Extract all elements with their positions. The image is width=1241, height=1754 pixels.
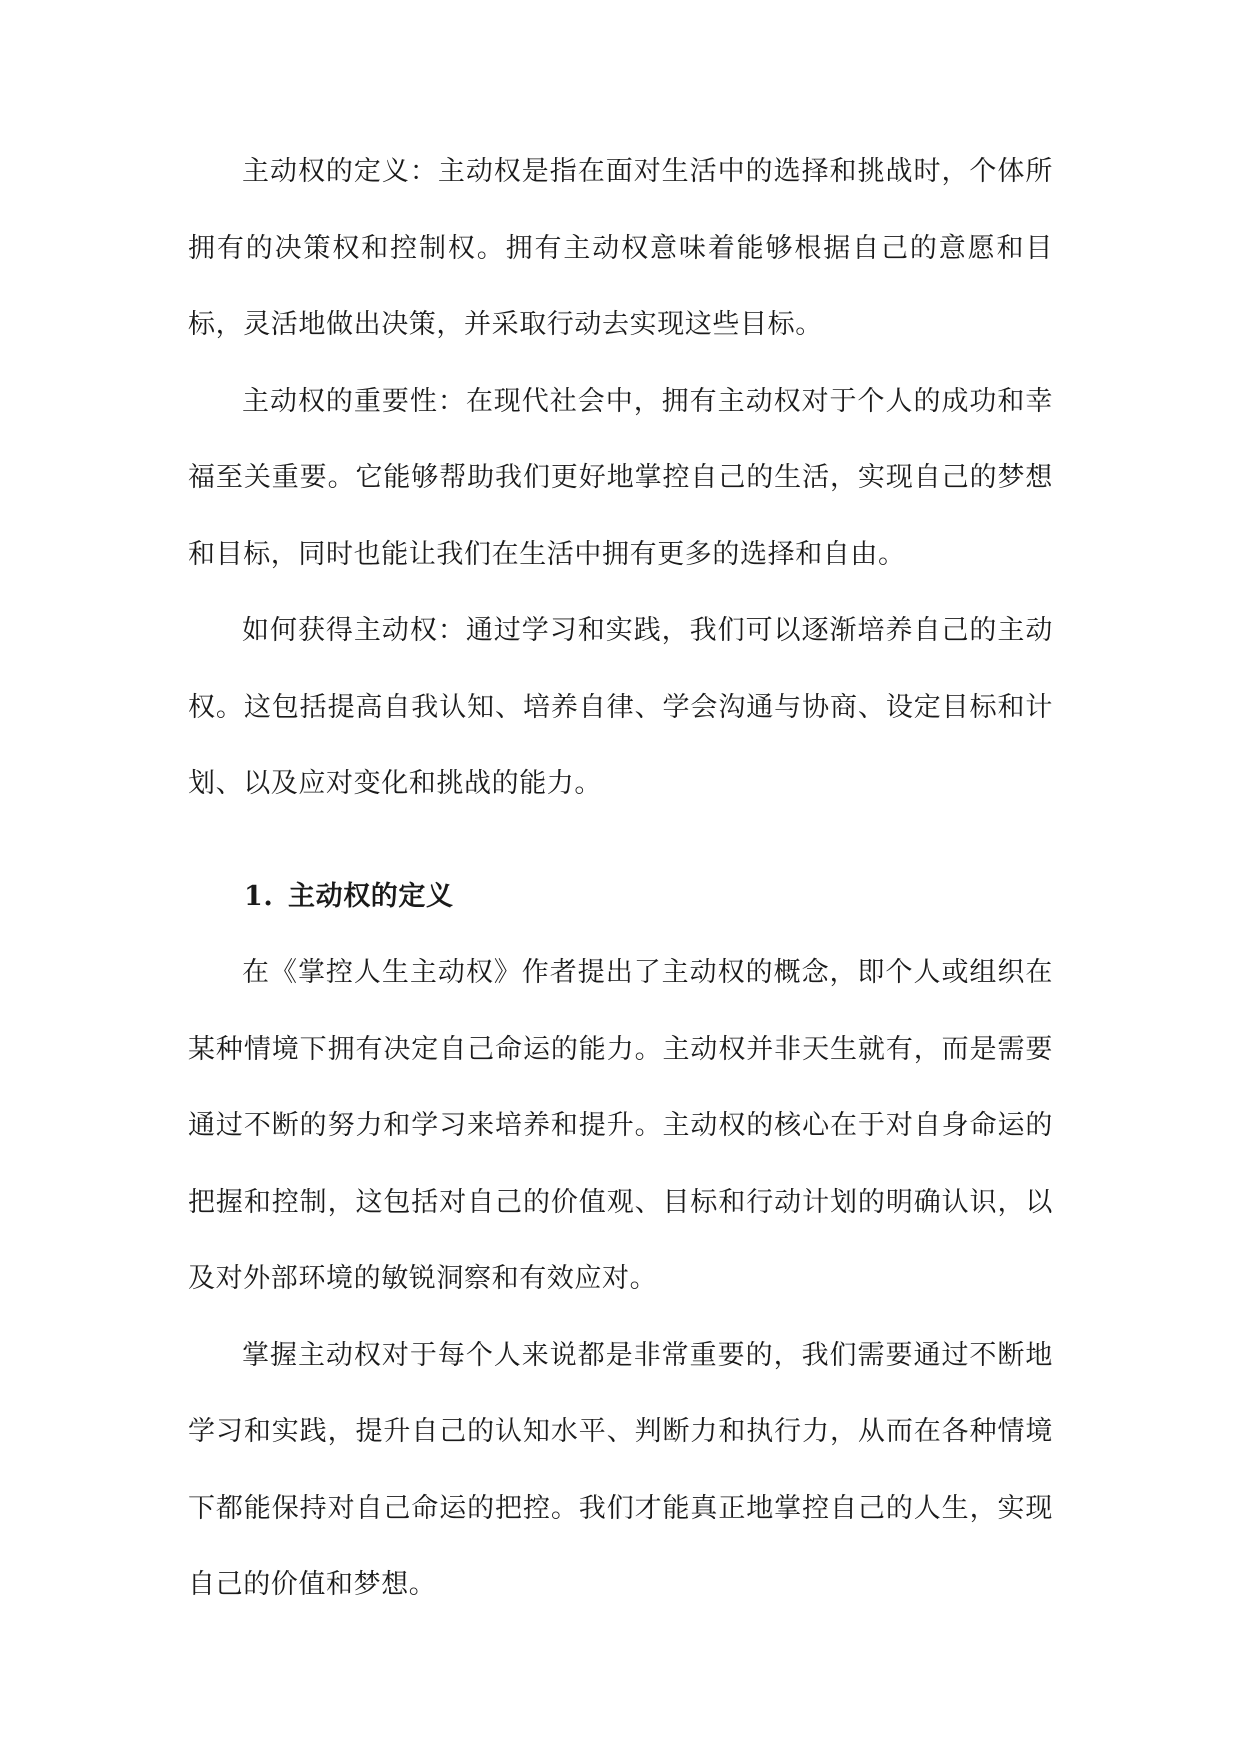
- section-title: 主动权的定义: [288, 880, 454, 912]
- document-body: [188, 134, 1053, 1624]
- intro-paragraph-importance: 主动权的重要性：在现代社会中，拥有主动权对于个人的成功和幸福至关重要。它能够帮助我们更好地掌控自己的生活，实现自己的梦想和目标，同时也能让我们在生活中拥有更多的选择和自由。: [188, 385, 1053, 570]
- section-paragraph-concept: 在《掌控人生主动权》作者提出了主动权的概念，即个人或组织在某种情境下拥有决定自己命运的能力。主动权并非天生就有，而是需要通过不断的努力和学习来培养和提升。主动权的核心在于对自身命运的把握和控制，这包括对自己的价值观、目标和行动计划的明确认识，以及对外部环境的敏锐洞察和有效应对。: [188, 957, 1053, 1294]
- intro-paragraph-definition: 主动权的定义：主动权是指在面对生活中的选择和挑战时，个体所拥有的决策权和控制权。拥有主动权意味着能够根据自己的意愿和目标，灵活地做出决策，并采取行动去实现这些目标。: [188, 156, 1053, 340]
- section-heading: [188, 859, 1053, 936]
- section-spacer: [188, 823, 1053, 859]
- section-number: 1.: [244, 880, 274, 912]
- section-paragraph-mastery: 掌握主动权对于每个人来说都是非常重要的，我们需要通过不断地学习和实践，提升自己的认知水平、判断力和执行力，从而在各种情境下都能保持对自己命运的把控。我们才能真正地掌控自己的人生，实现自己的价值和梦想。: [188, 1339, 1053, 1600]
- intro-paragraph-how-to: 如何获得主动权：通过学习和实践，我们可以逐渐培养自己的主动权。这包括提高自我认知、培养自律、学会沟通与协商、设定目标和计划、以及应对变化和挑战的能力。: [188, 615, 1053, 799]
